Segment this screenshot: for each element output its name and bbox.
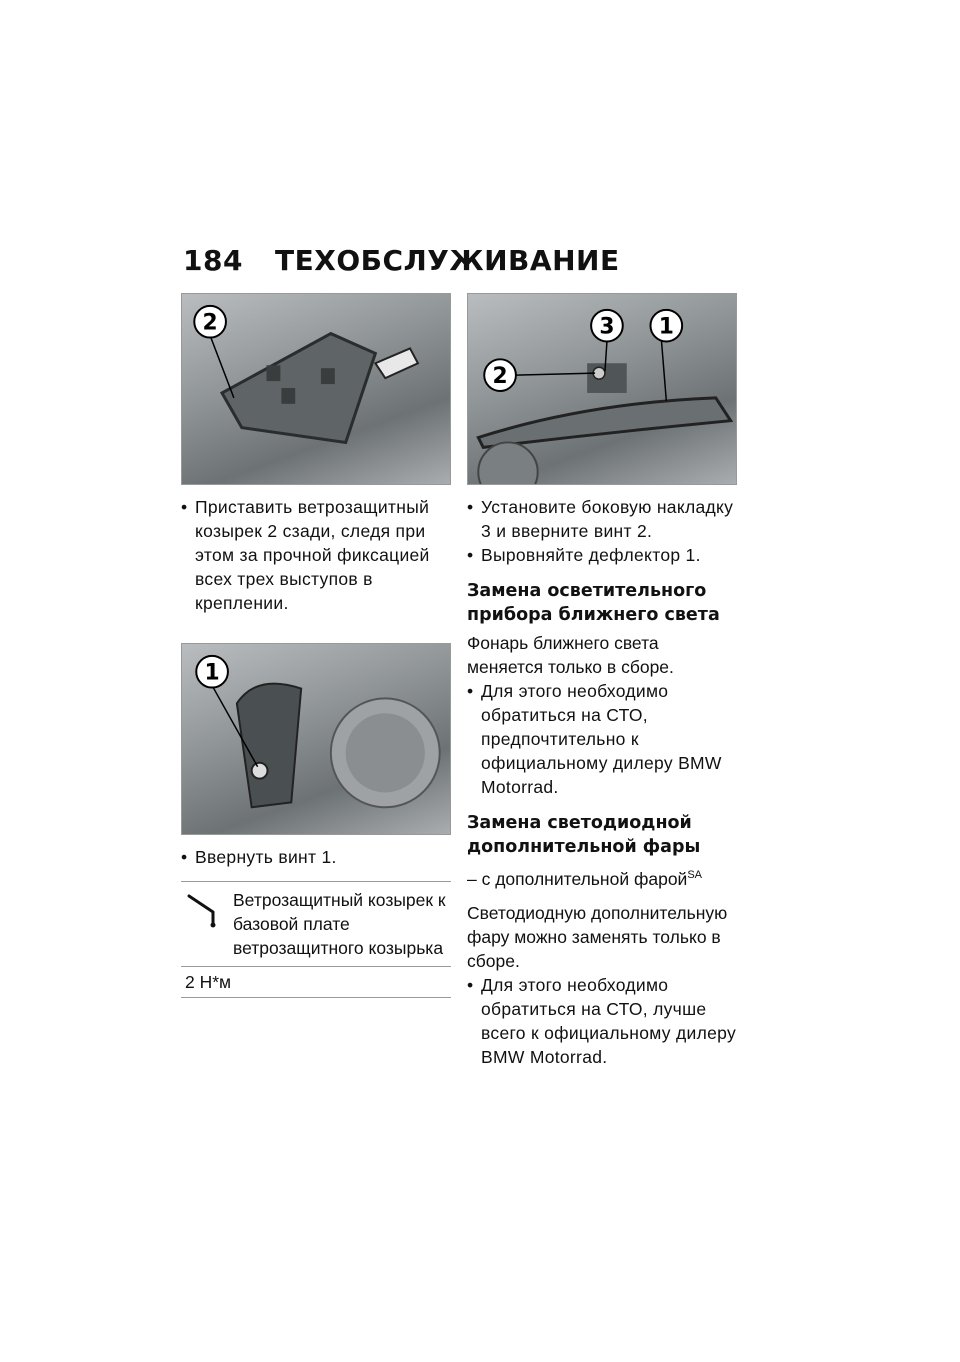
low-beam-steps (467, 679, 737, 799)
led-aux-steps (467, 973, 737, 1069)
led-aux-dealer-note: • Для этого необходимо обратиться на СТО, лучше всего к официальному дилеру BMW Motorrad. (467, 973, 737, 1069)
torque-label: Ветрозащитный козырек к базовой плате ветрозащитного козырька (233, 890, 446, 958)
torque-value: 2 Н*м (181, 966, 451, 997)
page-number: 184 (183, 244, 243, 277)
section-title-low-beam: Замена осветительного прибора ближнего света (467, 581, 720, 625)
photo-side-panel (467, 293, 737, 485)
low-beam-dealer-note: • Для этого необходимо обратиться на СТО, предпочтительно к официальному дилеру BMW Motorrad. (467, 679, 737, 799)
photo-windshield-mount (181, 293, 451, 485)
callout-3: 3 (599, 314, 615, 340)
option-prefix: – с дополнительной фарой (467, 868, 688, 889)
torque-spec (181, 881, 451, 998)
step-align-deflector: • Выровняйте дефлектор 1. (467, 543, 737, 567)
section-text-led-aux: Светодиодную дополнительную фару можно заменять только в сборе. (467, 902, 728, 971)
step-screw-in: • Ввернуть винт 1. (181, 845, 451, 869)
section-title-led-aux: Замена светодиодной дополнительной фары (467, 813, 701, 857)
option-note (467, 863, 737, 891)
step-install-side-panel: • Установите боковую накладку 3 и вверните винт 2. (467, 495, 737, 543)
option-sup: SA (687, 869, 703, 881)
torque-wrench-icon (185, 892, 225, 928)
photo-screw-position (181, 643, 451, 835)
callout-2: 2 (202, 310, 218, 336)
section-text-low-beam: Фонарь ближнего света меняется только в сборе. (467, 633, 674, 677)
callout-2: 2 (492, 364, 508, 390)
callout-1: 1 (658, 314, 674, 340)
left-steps-2 (181, 845, 451, 869)
page-title: ТЕХОБСЛУЖИВАНИЕ (275, 244, 620, 277)
callout-1: 1 (204, 660, 220, 686)
right-column (467, 293, 737, 1069)
right-steps (467, 495, 737, 567)
page-header (183, 244, 620, 277)
left-column (181, 293, 451, 998)
step-attach-windshield: • Приставить ветрозащитный козырек 2 сзади, следя при этом за прочной фиксацией всех трех выступов в креплении. (181, 495, 451, 615)
left-steps-1 (181, 495, 451, 615)
